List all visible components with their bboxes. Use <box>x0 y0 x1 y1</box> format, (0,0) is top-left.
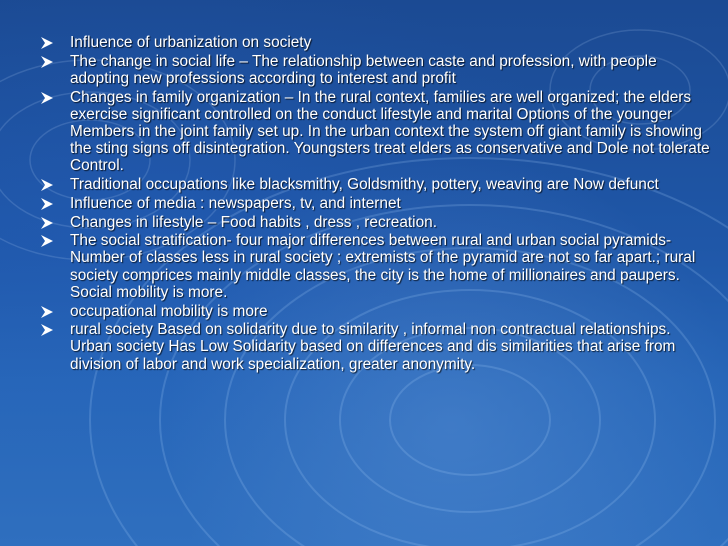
bullet-item <box>40 176 712 193</box>
arrow-bullet-icon <box>40 91 54 105</box>
arrow-bullet-icon <box>40 234 54 248</box>
bullet-text: rural society Based on solidarity due to similarity , informal non contractual relationships. Urban society Has Low Solidarity based on differences and dis similarities that arise from division of labor and work specialization, greater anonymity. <box>70 321 676 373</box>
arrow-bullet-icon <box>40 197 54 211</box>
arrow-bullet-icon <box>40 216 54 230</box>
bullet-item <box>40 89 712 175</box>
bullet-text: Changes in family organization – In the rural context, families are well organized; the elders exercise significant controlled on the conduct lifestyle and marital Options of the younger Members in the joint family set up. In the urban context the system off giant family is showing the sting signs off disintegration. Youngsters treat elders as conservative and Dole not tolerate Control. <box>70 88 710 175</box>
bullet-item <box>40 321 712 373</box>
bullet-list <box>40 34 712 374</box>
bullet-item <box>40 232 712 301</box>
bullet-item <box>40 53 712 87</box>
bullet-text: The change in social life – The relationship between caste and profession, with people adopting new professions according to interest and profit <box>70 52 657 87</box>
bullet-text: Changes in lifestyle – Food habits , dress , recreation. <box>70 213 438 231</box>
bullet-item <box>40 195 712 212</box>
bullet-item <box>40 303 712 320</box>
arrow-bullet-icon <box>40 55 54 69</box>
bullet-text: Influence of media : newspapers, tv, and internet <box>70 194 401 212</box>
arrow-bullet-icon <box>40 36 54 50</box>
arrow-bullet-icon <box>40 323 54 337</box>
bullet-text: Influence of urbanization on society <box>70 34 312 51</box>
bullet-item <box>40 214 712 231</box>
bullet-text: occupational mobility is more <box>70 302 268 320</box>
bullet-text: Traditional occupations like blacksmithy, Goldsmithy, pottery, weaving are Now defunct <box>70 176 659 194</box>
bullet-text: The social stratification- four major differences between rural and urban social pyramids-Number of classes less in rural society ; extremists of the pyramid are not so far apart.; rural society comprices mainly middle classes, the city is the home of millionaires and paupers. Social mobility is more. <box>70 232 696 301</box>
arrow-bullet-icon <box>40 305 54 319</box>
arrow-bullet-icon <box>40 178 54 192</box>
bullet-item <box>40 34 712 51</box>
